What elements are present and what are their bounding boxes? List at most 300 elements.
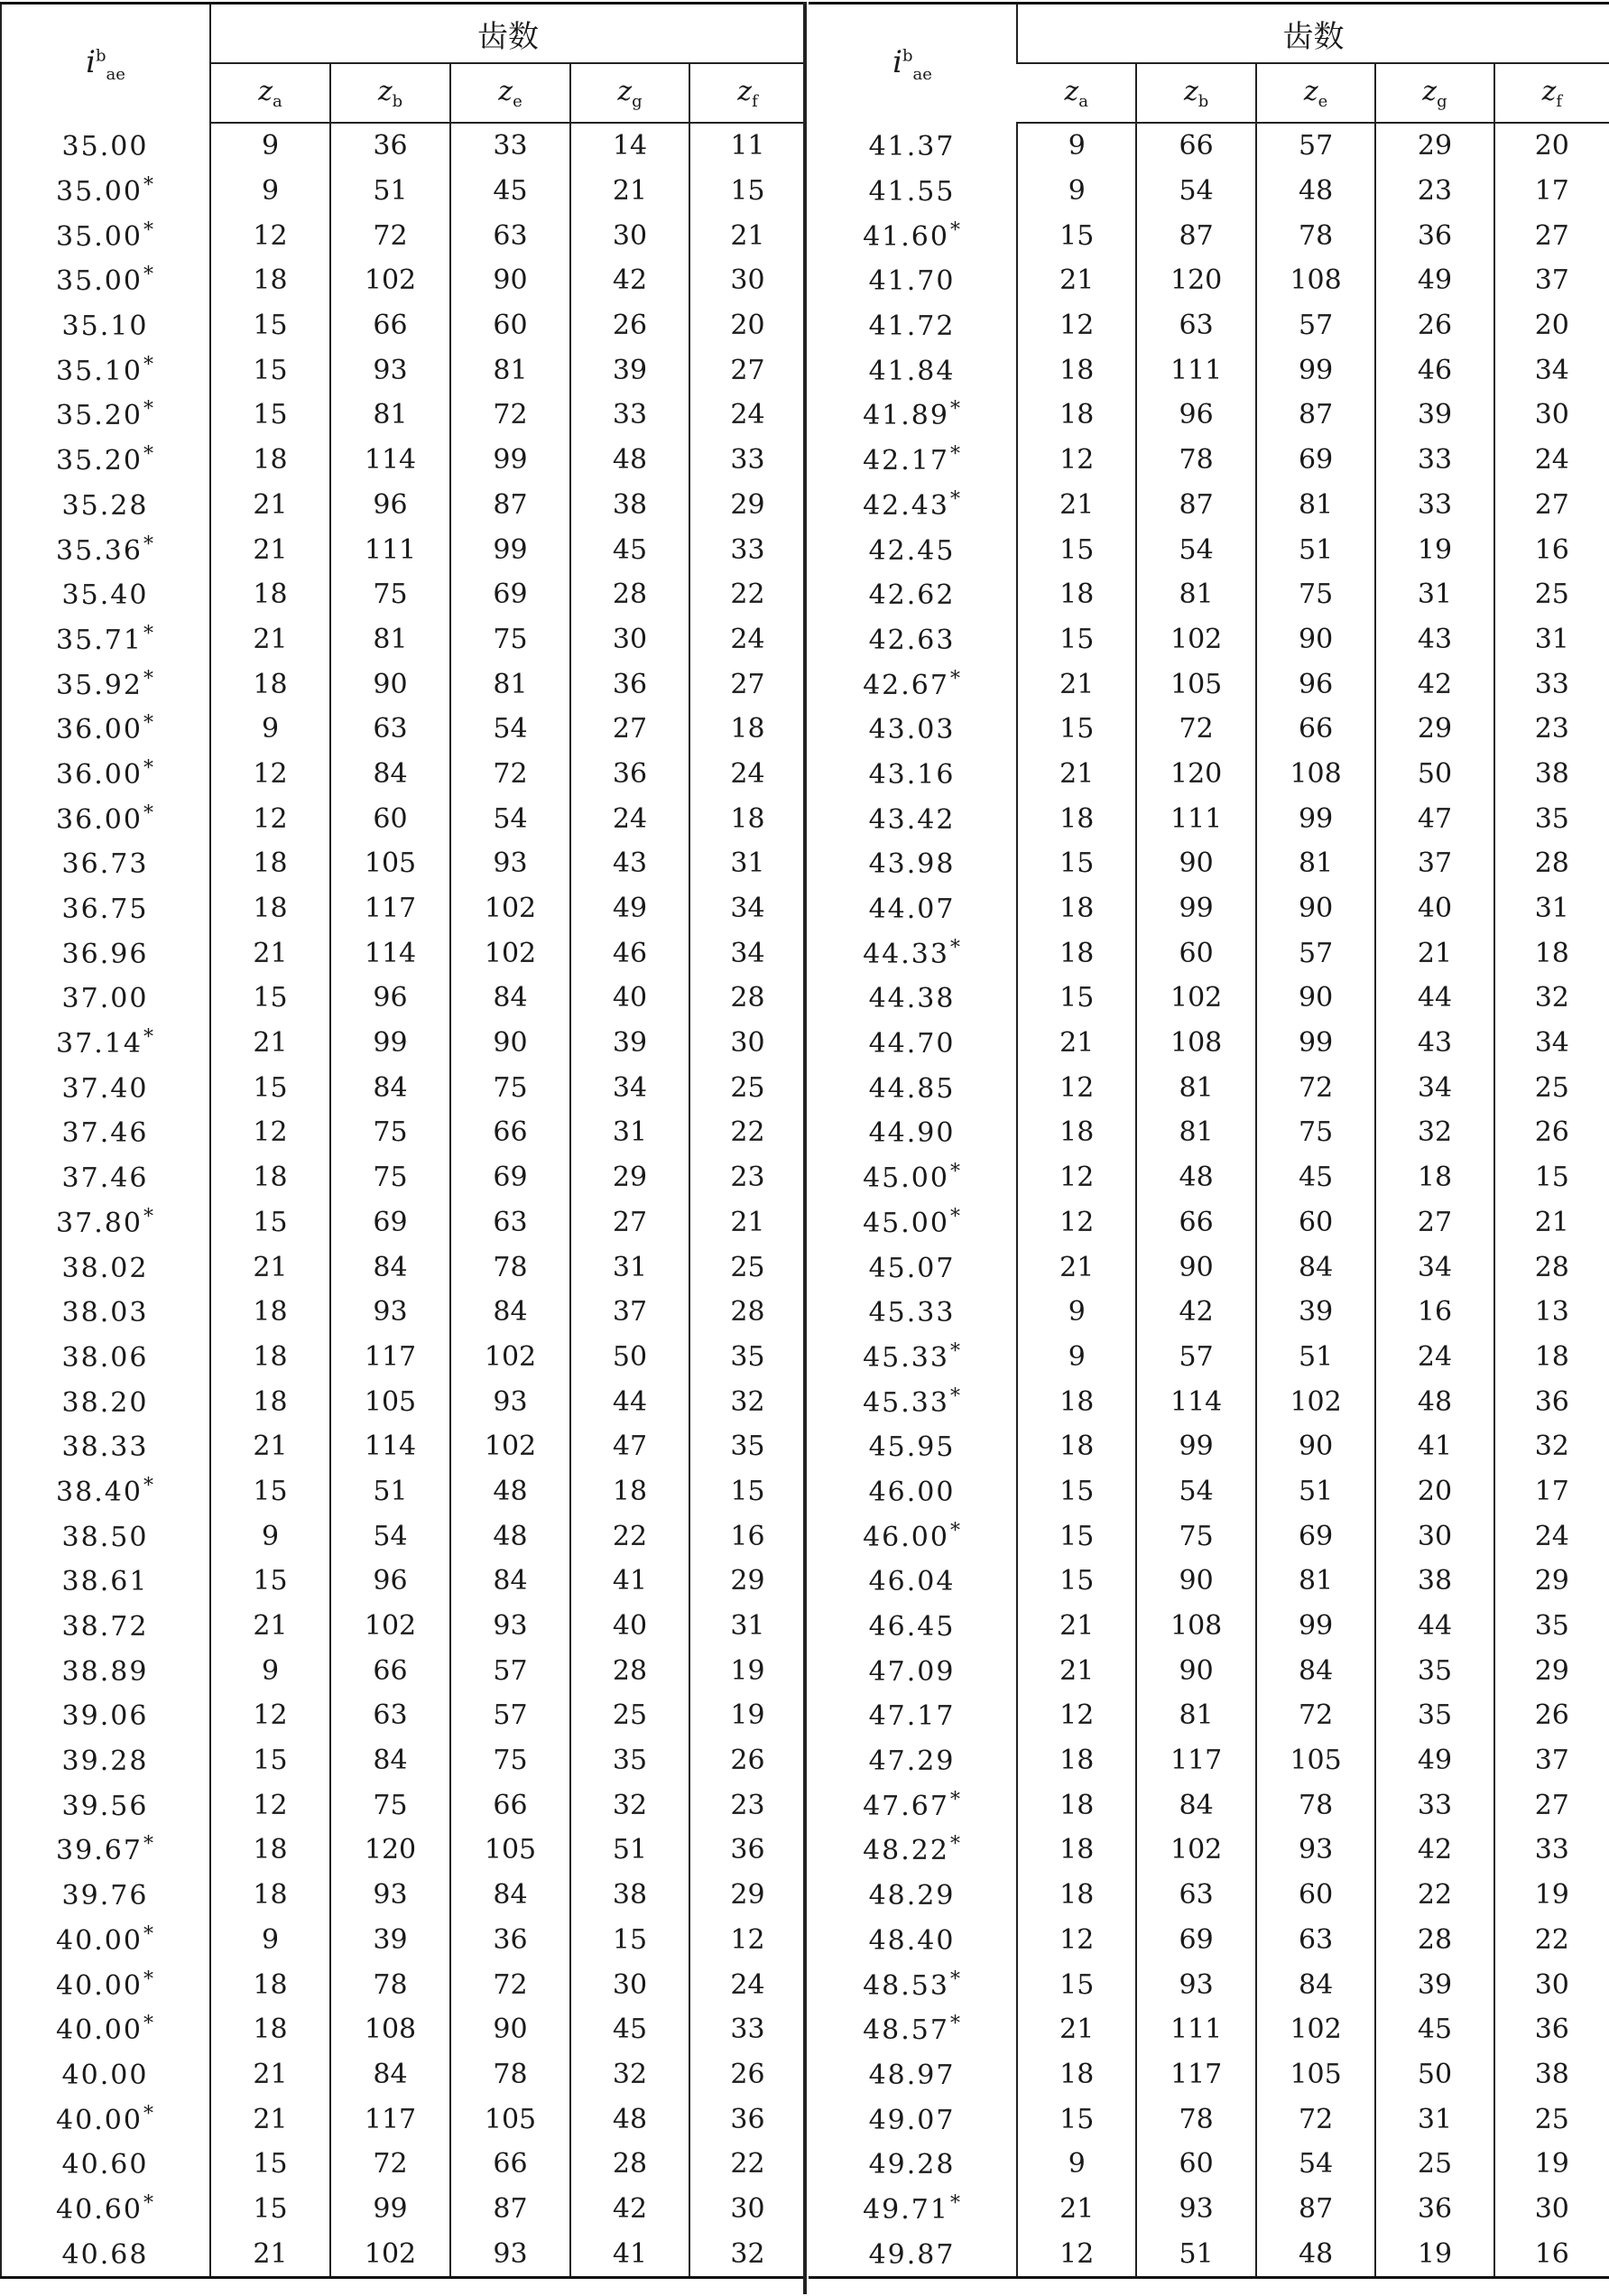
z-f-cell: 19: [689, 1693, 805, 1738]
z-g-cell: 30: [570, 213, 689, 258]
ratio-value: 35.20: [56, 400, 143, 432]
table-row: [809, 1962, 1609, 2007]
ratio-cell: [809, 930, 1017, 976]
z-b-cell: 48: [1136, 1155, 1255, 1200]
star-mark: *: [143, 1967, 155, 1991]
z-a-cell: 12: [1017, 1065, 1136, 1110]
table-row: [809, 886, 1609, 931]
ratio-value: 40.68: [61, 2238, 149, 2271]
z-g-cell: 29: [1375, 123, 1493, 169]
ratio-cell: [809, 1469, 1017, 1514]
ratio-value: 35.28: [61, 489, 149, 522]
table-row: [1, 527, 805, 572]
z-f-cell: 19: [689, 1648, 805, 1693]
z-f-cell: 27: [1494, 1782, 1609, 1828]
z-f-cell: 21: [689, 213, 805, 258]
ratio-value: 38.33: [61, 1431, 149, 1464]
z-f-cell: 35: [689, 1424, 805, 1469]
ratio-value: 37.00: [61, 983, 149, 1015]
ratio-cell: [809, 347, 1017, 393]
table-row: [1, 1200, 805, 1245]
z-f-cell: 30: [1494, 2187, 1609, 2232]
z-e-cell: 66: [450, 1110, 570, 1155]
star-mark: *: [949, 2013, 962, 2036]
table-row: [809, 662, 1609, 707]
z-b-cell: 114: [330, 1424, 450, 1469]
z-g-cell: 47: [570, 1424, 689, 1469]
z-a-cell: 21: [210, 2231, 330, 2277]
ratio-cell: [809, 258, 1017, 303]
table-row: [809, 1828, 1609, 1873]
z-g-cell: 32: [1375, 1110, 1493, 1155]
ratio-cell: [1, 1828, 210, 1873]
z-b-cell: 90: [330, 662, 450, 707]
ratio-value: 38.02: [61, 1252, 149, 1284]
z-f-cell: 24: [1494, 438, 1609, 483]
ratio-cell: [809, 483, 1017, 528]
z-g-cell: 25: [1375, 2142, 1493, 2187]
z-b-cell: 117: [330, 1335, 450, 1380]
z-e-cell: 48: [1256, 169, 1375, 214]
z-e-cell: 99: [450, 438, 570, 483]
star-mark: *: [949, 1967, 962, 1991]
z-e-cell: 57: [1256, 303, 1375, 348]
z-g-cell: 27: [570, 1200, 689, 1245]
star-mark: *: [949, 1205, 962, 1228]
table-row: [809, 1021, 1609, 1066]
z-a-cell: 15: [1017, 1559, 1136, 1604]
z-a-cell: 18: [210, 662, 330, 707]
z-g-cell: 31: [1375, 572, 1493, 617]
z-e-cell: 39: [1256, 1290, 1375, 1335]
ratio-value: 41.55: [868, 176, 956, 208]
z-a-header: $z_a$: [210, 63, 330, 123]
z-b-cell: 84: [330, 1738, 450, 1783]
z-g-cell: 43: [1375, 1021, 1493, 1066]
ratio-value: 36.73: [61, 848, 149, 881]
z-g-cell: 24: [570, 796, 689, 841]
z-b-cell: 108: [1136, 1604, 1255, 1649]
table-row: [1, 662, 805, 707]
table-row: [809, 752, 1609, 797]
z-g-cell: 40: [570, 1604, 689, 1649]
z-g-cell: 41: [570, 1559, 689, 1604]
star-mark: *: [143, 532, 155, 556]
z-e-cell: 93: [450, 841, 570, 886]
z-b-cell: 114: [330, 438, 450, 483]
z-a-cell: 18: [1017, 930, 1136, 976]
ratio-cell: [809, 1514, 1017, 1559]
z-a-cell: 18: [1017, 1379, 1136, 1424]
z-f-cell: 19: [1494, 1873, 1609, 1918]
ratio-cell: [1, 2187, 210, 2232]
z-b-cell: 102: [1136, 976, 1255, 1021]
z-b-cell: 66: [330, 303, 450, 348]
z-f-cell: 33: [689, 438, 805, 483]
z-f-cell: 33: [689, 2007, 805, 2052]
z-a-cell: 12: [1017, 1200, 1136, 1245]
ratio-value: 35.36: [56, 534, 143, 567]
z-a-cell: 9: [210, 123, 330, 169]
z-b-cell: 108: [330, 2007, 450, 2052]
table-row: [1, 1155, 805, 1200]
z-e-cell: 69: [1256, 1514, 1375, 1559]
z-a-cell: 18: [210, 886, 330, 931]
z-a-cell: 12: [210, 1693, 330, 1738]
z-b-cell: 81: [1136, 572, 1255, 617]
z-g-cell: 35: [1375, 1693, 1493, 1738]
z-f-cell: 26: [1494, 1110, 1609, 1155]
z-f-cell: 34: [1494, 347, 1609, 393]
ratio-cell: [809, 2097, 1017, 2142]
z-a-cell: 18: [1017, 1738, 1136, 1783]
z-a-cell: 15: [210, 2187, 330, 2232]
z-e-cell: 93: [450, 1379, 570, 1424]
ratio-value: 36.00: [56, 758, 143, 791]
table-row: [809, 438, 1609, 483]
star-mark: *: [949, 1384, 962, 1408]
z-a-cell: 21: [1017, 662, 1136, 707]
table-row: [809, 2187, 1609, 2232]
z-e-cell: 90: [1256, 1424, 1375, 1469]
star-mark: *: [949, 398, 962, 421]
ratio-value: 38.50: [61, 1521, 149, 1553]
ratio-value: 44.85: [868, 1072, 956, 1105]
table-row: [809, 1873, 1609, 1918]
z-b-cell: 114: [1136, 1379, 1255, 1424]
table-row: [1, 1290, 805, 1335]
ratio-cell: [809, 1738, 1017, 1783]
ratio-value: 35.00: [56, 176, 143, 208]
ratio-value: 36.00: [56, 714, 143, 746]
ratio-cell: [809, 1335, 1017, 1380]
table-row: [809, 1200, 1609, 1245]
z-a-cell: 21: [210, 2097, 330, 2142]
z-g-cell: 33: [570, 393, 689, 438]
ratio-cell: [1, 2142, 210, 2187]
star-mark: *: [949, 1788, 962, 1811]
z-e-cell: 96: [1256, 662, 1375, 707]
table-row: [809, 213, 1609, 258]
z-b-cell: 51: [330, 169, 450, 214]
ratio-cell: [1, 169, 210, 214]
z-a-cell: 18: [210, 1873, 330, 1918]
z-e-cell: 99: [450, 527, 570, 572]
z-g-cell: 35: [570, 1738, 689, 1783]
z-b-cell: 72: [330, 2142, 450, 2187]
ratio-cell: [809, 2142, 1017, 2187]
z-f-cell: 31: [1494, 886, 1609, 931]
z-f-cell: 30: [689, 2187, 805, 2232]
table-row: [809, 303, 1609, 348]
z-f-cell: 15: [689, 1469, 805, 1514]
z-a-cell: 18: [1017, 796, 1136, 841]
z-f-cell: 20: [689, 303, 805, 348]
star-mark: *: [949, 667, 962, 690]
z-e-cell: 99: [1256, 347, 1375, 393]
z-a-cell: 15: [210, 303, 330, 348]
z-e-cell: 72: [450, 393, 570, 438]
ratio-value: 38.06: [61, 1341, 149, 1374]
ratio-cell: [809, 1200, 1017, 1245]
ratio-cell: [809, 123, 1017, 169]
z-g-cell: 43: [570, 841, 689, 886]
ratio-value: 43.42: [868, 803, 956, 836]
table-row: [1, 169, 805, 214]
z-f-cell: 26: [689, 1738, 805, 1783]
z-b-cell: 93: [330, 347, 450, 393]
z-a-cell: 21: [210, 930, 330, 976]
table-row: [1, 1469, 805, 1514]
z-f-cell: 26: [1494, 1693, 1609, 1738]
z-a-cell: 18: [210, 841, 330, 886]
z-e-cell: 81: [1256, 1559, 1375, 1604]
z-a-cell: 21: [210, 483, 330, 528]
ratio-value: 37.46: [61, 1162, 149, 1195]
z-g-cell: 47: [1375, 796, 1493, 841]
ratio-cell: [1, 886, 210, 931]
ratio-value: 39.56: [61, 1790, 149, 1822]
z-b-cell: 102: [330, 258, 450, 303]
ratio-value: 41.60: [863, 220, 949, 253]
z-g-cell: 49: [1375, 258, 1493, 303]
z-g-cell: 29: [570, 1155, 689, 1200]
z-g-cell: 38: [570, 1873, 689, 1918]
z-a-cell: 18: [210, 1290, 330, 1335]
z-a-cell: 21: [1017, 2187, 1136, 2232]
z-a-cell: 15: [1017, 707, 1136, 752]
z-a-cell: 18: [1017, 1782, 1136, 1828]
ratio-cell: [1, 1290, 210, 1335]
tooth-count-group-header: 齿数: [1017, 4, 1609, 64]
z-e-cell: 57: [450, 1648, 570, 1693]
z-b-cell: 72: [330, 213, 450, 258]
ratio-cell: [1, 438, 210, 483]
table-row: [1, 1738, 805, 1783]
z-e-cell: 66: [450, 1782, 570, 1828]
z-g-cell: 48: [570, 438, 689, 483]
z-g-cell: 36: [1375, 213, 1493, 258]
z-e-cell: 78: [450, 1245, 570, 1290]
z-b-cell: 78: [1136, 2097, 1255, 2142]
z-f-cell: 25: [1494, 1065, 1609, 1110]
z-f-cell: 23: [689, 1782, 805, 1828]
z-a-cell: 12: [210, 213, 330, 258]
ratio-cell: [809, 796, 1017, 841]
z-e-cell: 75: [450, 1065, 570, 1110]
ratio-value: 40.00: [56, 1969, 143, 2002]
z-a-cell: 15: [210, 1200, 330, 1245]
ratio-cell: [1, 347, 210, 393]
ratio-cell: [1, 1648, 210, 1693]
z-g-cell: 16: [1375, 1290, 1493, 1335]
z-b-cell: 114: [330, 930, 450, 976]
ratio-cell: [1, 1424, 210, 1469]
z-f-cell: 21: [1494, 1200, 1609, 1245]
z-e-header: $z_e$: [450, 63, 570, 123]
z-a-cell: 15: [210, 976, 330, 1021]
star-mark: *: [143, 1833, 155, 1856]
z-a-cell: 18: [210, 1335, 330, 1380]
z-e-cell: 81: [450, 662, 570, 707]
z-g-cell: 45: [570, 527, 689, 572]
table-row: [809, 123, 1609, 169]
z-b-cell: 63: [330, 1693, 450, 1738]
table-row: [1, 123, 805, 169]
z-f-cell: 19: [1494, 2142, 1609, 2187]
z-e-cell: 72: [450, 752, 570, 797]
z-e-cell: 78: [1256, 213, 1375, 258]
star-mark: *: [143, 174, 155, 198]
z-b-header: $z_b$: [330, 63, 450, 123]
z-g-cell: 14: [570, 123, 689, 169]
ratio-value: 42.17: [863, 445, 949, 477]
z-e-cell: 84: [450, 1559, 570, 1604]
z-b-cell: 81: [1136, 1110, 1255, 1155]
z-g-cell: 34: [570, 1065, 689, 1110]
z-f-cell: 29: [1494, 1648, 1609, 1693]
z-b-cell: 102: [330, 1604, 450, 1649]
z-g-cell: 36: [570, 752, 689, 797]
z-e-cell: 93: [1256, 1828, 1375, 1873]
z-a-cell: 21: [1017, 483, 1136, 528]
z-e-cell: 84: [450, 976, 570, 1021]
ratio-value: 40.60: [56, 2193, 143, 2226]
ratio-value: 36.00: [56, 803, 143, 836]
table-row: [1, 2052, 805, 2097]
ratio-cell: [809, 707, 1017, 752]
z-a-cell: 9: [1017, 2142, 1136, 2187]
z-b-cell: 84: [330, 752, 450, 797]
z-e-cell: 75: [450, 617, 570, 662]
ratio-value: 47.67: [863, 1790, 949, 1822]
z-b-cell: 120: [1136, 258, 1255, 303]
z-a-cell: 15: [210, 1469, 330, 1514]
ratio-value: 45.33: [863, 1341, 949, 1374]
z-e-cell: 90: [1256, 886, 1375, 931]
ratio-value: 47.29: [868, 1745, 956, 1778]
ratio-value: 40.00: [56, 2014, 143, 2047]
z-g-cell: 19: [1375, 527, 1493, 572]
z-b-cell: 63: [330, 707, 450, 752]
ratio-value: 37.46: [61, 1117, 149, 1150]
z-e-cell: 48: [450, 1469, 570, 1514]
gear-ratio-table-left: [0, 2, 805, 2279]
ratio-cell: [809, 1065, 1017, 1110]
z-b-cell: 87: [1136, 483, 1255, 528]
table-row: [809, 527, 1609, 572]
z-g-cell: 22: [570, 1514, 689, 1559]
z-b-header: $z_b$: [1136, 63, 1255, 123]
table-row: [809, 841, 1609, 886]
table-row: [1, 2142, 805, 2187]
z-a-cell: 18: [210, 1962, 330, 2007]
z-e-cell: 87: [1256, 393, 1375, 438]
z-f-cell: 38: [1494, 752, 1609, 797]
z-e-cell: 102: [450, 930, 570, 976]
z-f-cell: 18: [689, 707, 805, 752]
z-f-cell: 29: [689, 1559, 805, 1604]
z-f-cell: 25: [689, 1065, 805, 1110]
z-f-cell: 31: [1494, 617, 1609, 662]
z-b-cell: 93: [1136, 1962, 1255, 2007]
z-f-cell: 13: [1494, 1290, 1609, 1335]
ratio-cell: [1, 1335, 210, 1380]
z-e-cell: 33: [450, 123, 570, 169]
ratio-cell: [809, 438, 1017, 483]
ratio-column-header: $i^b_{ae}$: [809, 4, 1017, 124]
ratio-value: 41.37: [868, 130, 956, 162]
z-e-cell: 105: [1256, 1738, 1375, 1783]
z-f-cell: 15: [1494, 1155, 1609, 1200]
z-f-cell: 11: [689, 123, 805, 169]
z-g-cell: 28: [1375, 1918, 1493, 1963]
ratio-value: 45.33: [868, 1297, 956, 1329]
z-g-cell: 33: [1375, 483, 1493, 528]
ratio-value: 40.00: [61, 2059, 149, 2091]
z-e-cell: 102: [1256, 1379, 1375, 1424]
ratio-value: 43.03: [868, 714, 956, 746]
gear-ratio-table-right: [809, 2, 1609, 2279]
z-f-cell: 34: [689, 886, 805, 931]
ratio-value: 35.10: [56, 355, 143, 387]
z-a-cell: 18: [1017, 347, 1136, 393]
ratio-cell: [809, 1962, 1017, 2007]
z-f-cell: 31: [689, 1604, 805, 1649]
z-a-cell: 15: [210, 347, 330, 393]
z-g-cell: 28: [570, 2142, 689, 2187]
ratio-value: 38.72: [61, 1611, 149, 1643]
z-f-header: $z_f$: [1494, 63, 1609, 123]
z-g-cell: 39: [570, 1021, 689, 1066]
table-body-left: [1, 123, 805, 2278]
z-b-cell: 117: [1136, 1738, 1255, 1783]
z-a-cell: 12: [210, 1110, 330, 1155]
z-e-cell: 93: [450, 1604, 570, 1649]
ratio-cell: [809, 1021, 1017, 1066]
z-f-cell: 23: [1494, 707, 1609, 752]
star-mark: *: [143, 264, 155, 287]
z-a-cell: 21: [1017, 1604, 1136, 1649]
ratio-cell: [1, 527, 210, 572]
star-mark: *: [143, 2191, 155, 2215]
ratio-value: 35.00: [56, 220, 143, 253]
z-g-cell: 40: [570, 976, 689, 1021]
z-a-cell: 15: [1017, 527, 1136, 572]
z-b-cell: 75: [330, 572, 450, 617]
ratio-value: 48.57: [863, 2014, 949, 2047]
z-e-cell: 72: [1256, 2097, 1375, 2142]
z-a-cell: 9: [1017, 169, 1136, 214]
table-row: [809, 1693, 1609, 1738]
ratio-cell: [1, 483, 210, 528]
z-g-cell: 44: [1375, 1604, 1493, 1649]
z-a-cell: 12: [210, 796, 330, 841]
ratio-cell: [809, 886, 1017, 931]
star-mark: *: [143, 353, 155, 376]
z-g-cell: 42: [570, 2187, 689, 2232]
table-row: [809, 2052, 1609, 2097]
z-g-cell: 33: [1375, 1782, 1493, 1828]
star-mark: *: [949, 936, 962, 959]
table-row: [809, 1155, 1609, 1200]
z-f-cell: 28: [689, 1290, 805, 1335]
ratio-cell: [809, 169, 1017, 214]
z-a-cell: 18: [1017, 1110, 1136, 1155]
z-f-cell: 24: [689, 617, 805, 662]
z-f-cell: 33: [1494, 1828, 1609, 1873]
z-b-cell: 39: [330, 1918, 450, 1963]
